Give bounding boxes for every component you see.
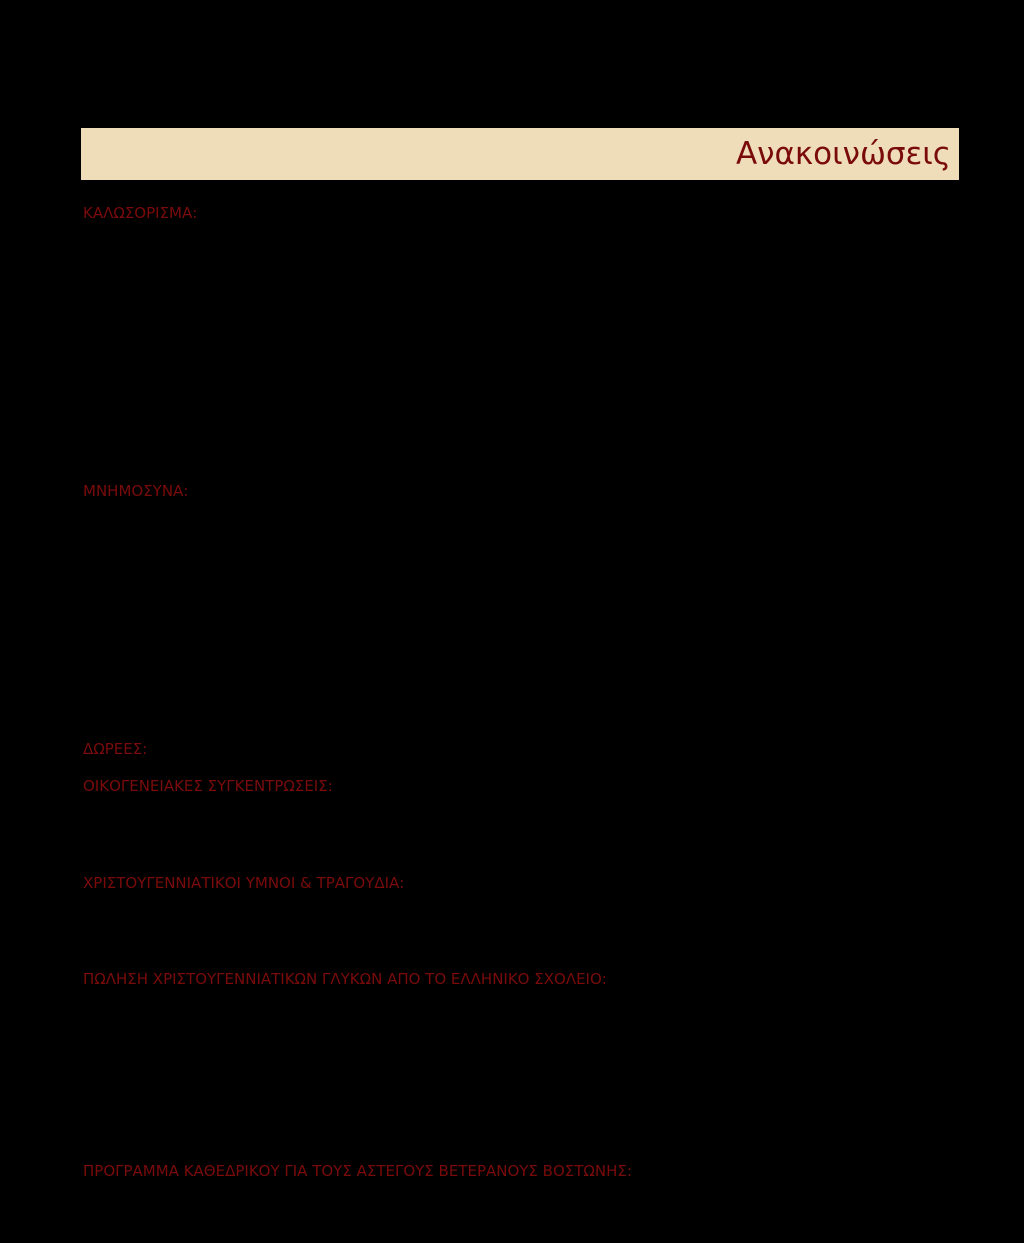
page-title: Ανακοινώσεις bbox=[735, 136, 951, 172]
section-heading-donations: ΔΩΡΕΕΣ: bbox=[83, 740, 148, 758]
section-heading-veterans-program: ΠΡΟΓΡΑΜΜΑ ΚΑΘΕΔΡΙΚΟΥ ΓΙΑ ΤΟΥΣ ΑΣΤΕΓΟΥΣ ΒΕΤΕΡΑΝΟΥΣ ΒΟΣΤΩΝΗΣ: bbox=[83, 1162, 632, 1180]
section-heading-memorials: ΜΝΗΜΟΣΥΝΑ: bbox=[83, 482, 189, 500]
section-heading-christmas-carols: ΧΡΙΣΤΟΥΓΕΝΝΙΑΤΙΚΟΙ ΥΜΝΟΙ & ΤΡΑΓΟΥΔΙΑ: bbox=[83, 874, 405, 892]
section-heading-sweets-sale: ΠΩΛΗΣΗ ΧΡΙΣΤΟΥΓΕΝΝΙΑΤΙΚΩΝ ΓΛΥΚΩΝ ΑΠΟ ΤΟ ΕΛΛΗΝΙΚΟ ΣΧΟΛΕΙΟ: bbox=[83, 970, 607, 988]
section-heading-welcome: ΚΑΛΩΣΟΡΙΣΜΑ: bbox=[83, 204, 198, 222]
section-heading-family-gatherings: ΟΙΚΟΓΕΝΕΙΑΚΕΣ ΣΥΓΚΕΝΤΡΩΣΕΙΣ: bbox=[83, 777, 333, 795]
announcements-header bbox=[81, 128, 959, 180]
